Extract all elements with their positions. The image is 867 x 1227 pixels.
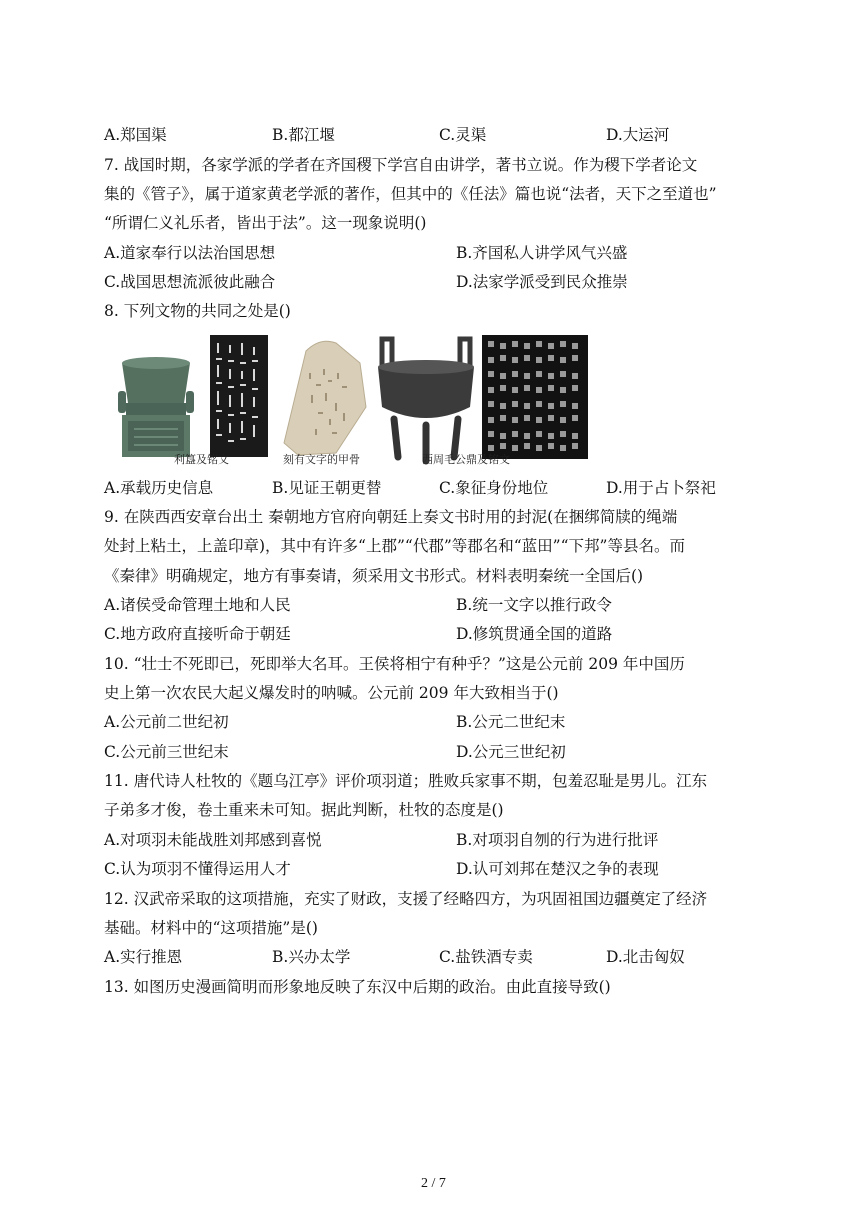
- q7-stem-line-1: 7. 战国时期，各家学派的学者在齐国稷下学宫自由讲学，著书立说。作为稷下学者论文: [104, 156, 698, 174]
- q13-stem: 13. 如图历史漫画简明而形象地反映了东汉中后期的政治。由此直接导致(): [104, 978, 611, 996]
- q8-option-c: C.象征身份地位: [439, 479, 549, 497]
- q9-stem-line-3: 《秦律》明确规定，地方有事奏请，须采用文书形式。材料表明秦统一全国后(): [104, 567, 644, 585]
- q10-option-c: C.公元前三世纪末: [104, 743, 229, 761]
- q12-stem-line-1: 12. 汉武帝采取的这项措施，充实了财政，支援了经略四方，为巩固祖国边疆奠定了经济: [104, 890, 708, 908]
- q6-option-d: D.大运河: [606, 126, 670, 144]
- q12-option-c: C.盐铁酒专卖: [439, 948, 533, 966]
- q6-option-a: A.郑国渠: [104, 126, 167, 144]
- q7-stem-line-2: 集的《管子》，属于道家黄老学派的著作，但其中的《任法》篇也说“法者，天下之至道也”: [104, 185, 717, 203]
- mao-gong-ding-image: [378, 333, 590, 465]
- oracle-bone-image: [276, 333, 372, 465]
- q12-stem-line-2: 基础。材料中的“这项措施”是(): [104, 919, 318, 937]
- q11-option-c: C.认为项羽不懂得运用人才: [104, 860, 291, 878]
- q7-option-a: A.道家奉行以法治国思想: [104, 244, 276, 262]
- q9-option-b: B.统一文字以推行政令: [456, 596, 612, 614]
- q10-option-d: D.公元三世纪初: [456, 743, 566, 761]
- q11-option-b: B.对项羽自刎的行为进行批评: [456, 831, 659, 849]
- q8-option-a: A.承载历史信息: [104, 479, 214, 497]
- page-number: 2 / 7: [421, 1176, 446, 1191]
- q11-stem-line-2: 子弟多才俊，卷土重来未可知。据此判断，杜牧的态度是(): [104, 801, 504, 819]
- q8-option-b: B.见证王朝更替: [272, 479, 382, 497]
- q10-stem-line-2: 史上第一次农民大起义爆发时的呐喊。公元前 209 年大致相当于(): [104, 684, 559, 702]
- q10-option-a: A.公元前二世纪初: [104, 713, 229, 731]
- li-gui-bronze-image: [104, 333, 272, 465]
- q12-option-a: A.实行推恩: [104, 948, 183, 966]
- li-gui-caption: 利簋及铭文: [174, 453, 229, 466]
- q11-option-a: A.对项羽未能战胜刘邦感到喜悦: [104, 831, 322, 849]
- q7-option-d: D.法家学派受到民众推崇: [456, 273, 628, 291]
- oracle-bone-caption: 刻有文字的甲骨: [283, 453, 360, 466]
- q7-option-b: B.齐国私人讲学风气兴盛: [456, 244, 628, 262]
- q10-stem-line-1: 10. “壮士不死即已，死即举大名耳。王侯将相宁有种乎？”这是公元前 209 年中国历: [104, 655, 685, 673]
- q7-stem-line-3: “所谓仁义礼乐者，皆出于法”。这一现象说明(): [104, 214, 427, 232]
- q9-stem-line-2: 处封上粘土，上盖印章)，其中有许多“上郡”“代郡”等郡名和“蓝田”“下邦”等县名。而: [104, 537, 685, 555]
- q6-option-b: B.都江堰: [272, 126, 335, 144]
- q10-option-b: B.公元二世纪末: [456, 713, 566, 731]
- q11-stem-line-1: 11. 唐代诗人杜牧的《题乌江亭》评价项羽道；胜败兵家事不期，包羞忍耻是男儿。江东: [104, 772, 708, 790]
- q8-option-d: D.用于占卜祭祀: [606, 479, 716, 497]
- q11-option-d: D.认可刘邦在楚汉之争的表现: [456, 860, 659, 878]
- q12-option-b: B.兴办太学: [272, 948, 351, 966]
- q9-option-c: C.地方政府直接听命于朝廷: [104, 625, 291, 643]
- q9-option-d: D.修筑贯通全国的道路: [456, 625, 613, 643]
- q12-option-d: D.北击匈奴: [606, 948, 685, 966]
- q6-option-c: C.灵渠: [439, 126, 487, 144]
- q9-option-a: A.诸侯受命管理土地和人民: [104, 596, 291, 614]
- q7-option-c: C.战国思想流派彼此融合: [104, 273, 276, 291]
- q9-stem-line-1: 9. 在陕西西安章台出土 秦朝地方官府向朝廷上奏文书时用的封泥(在捆绑简牍的绳端: [104, 508, 678, 526]
- mao-gong-ding-caption: 西周毛公鼎及铭文: [422, 453, 510, 466]
- q8-stem: 8. 下列文物的共同之处是(): [104, 302, 291, 320]
